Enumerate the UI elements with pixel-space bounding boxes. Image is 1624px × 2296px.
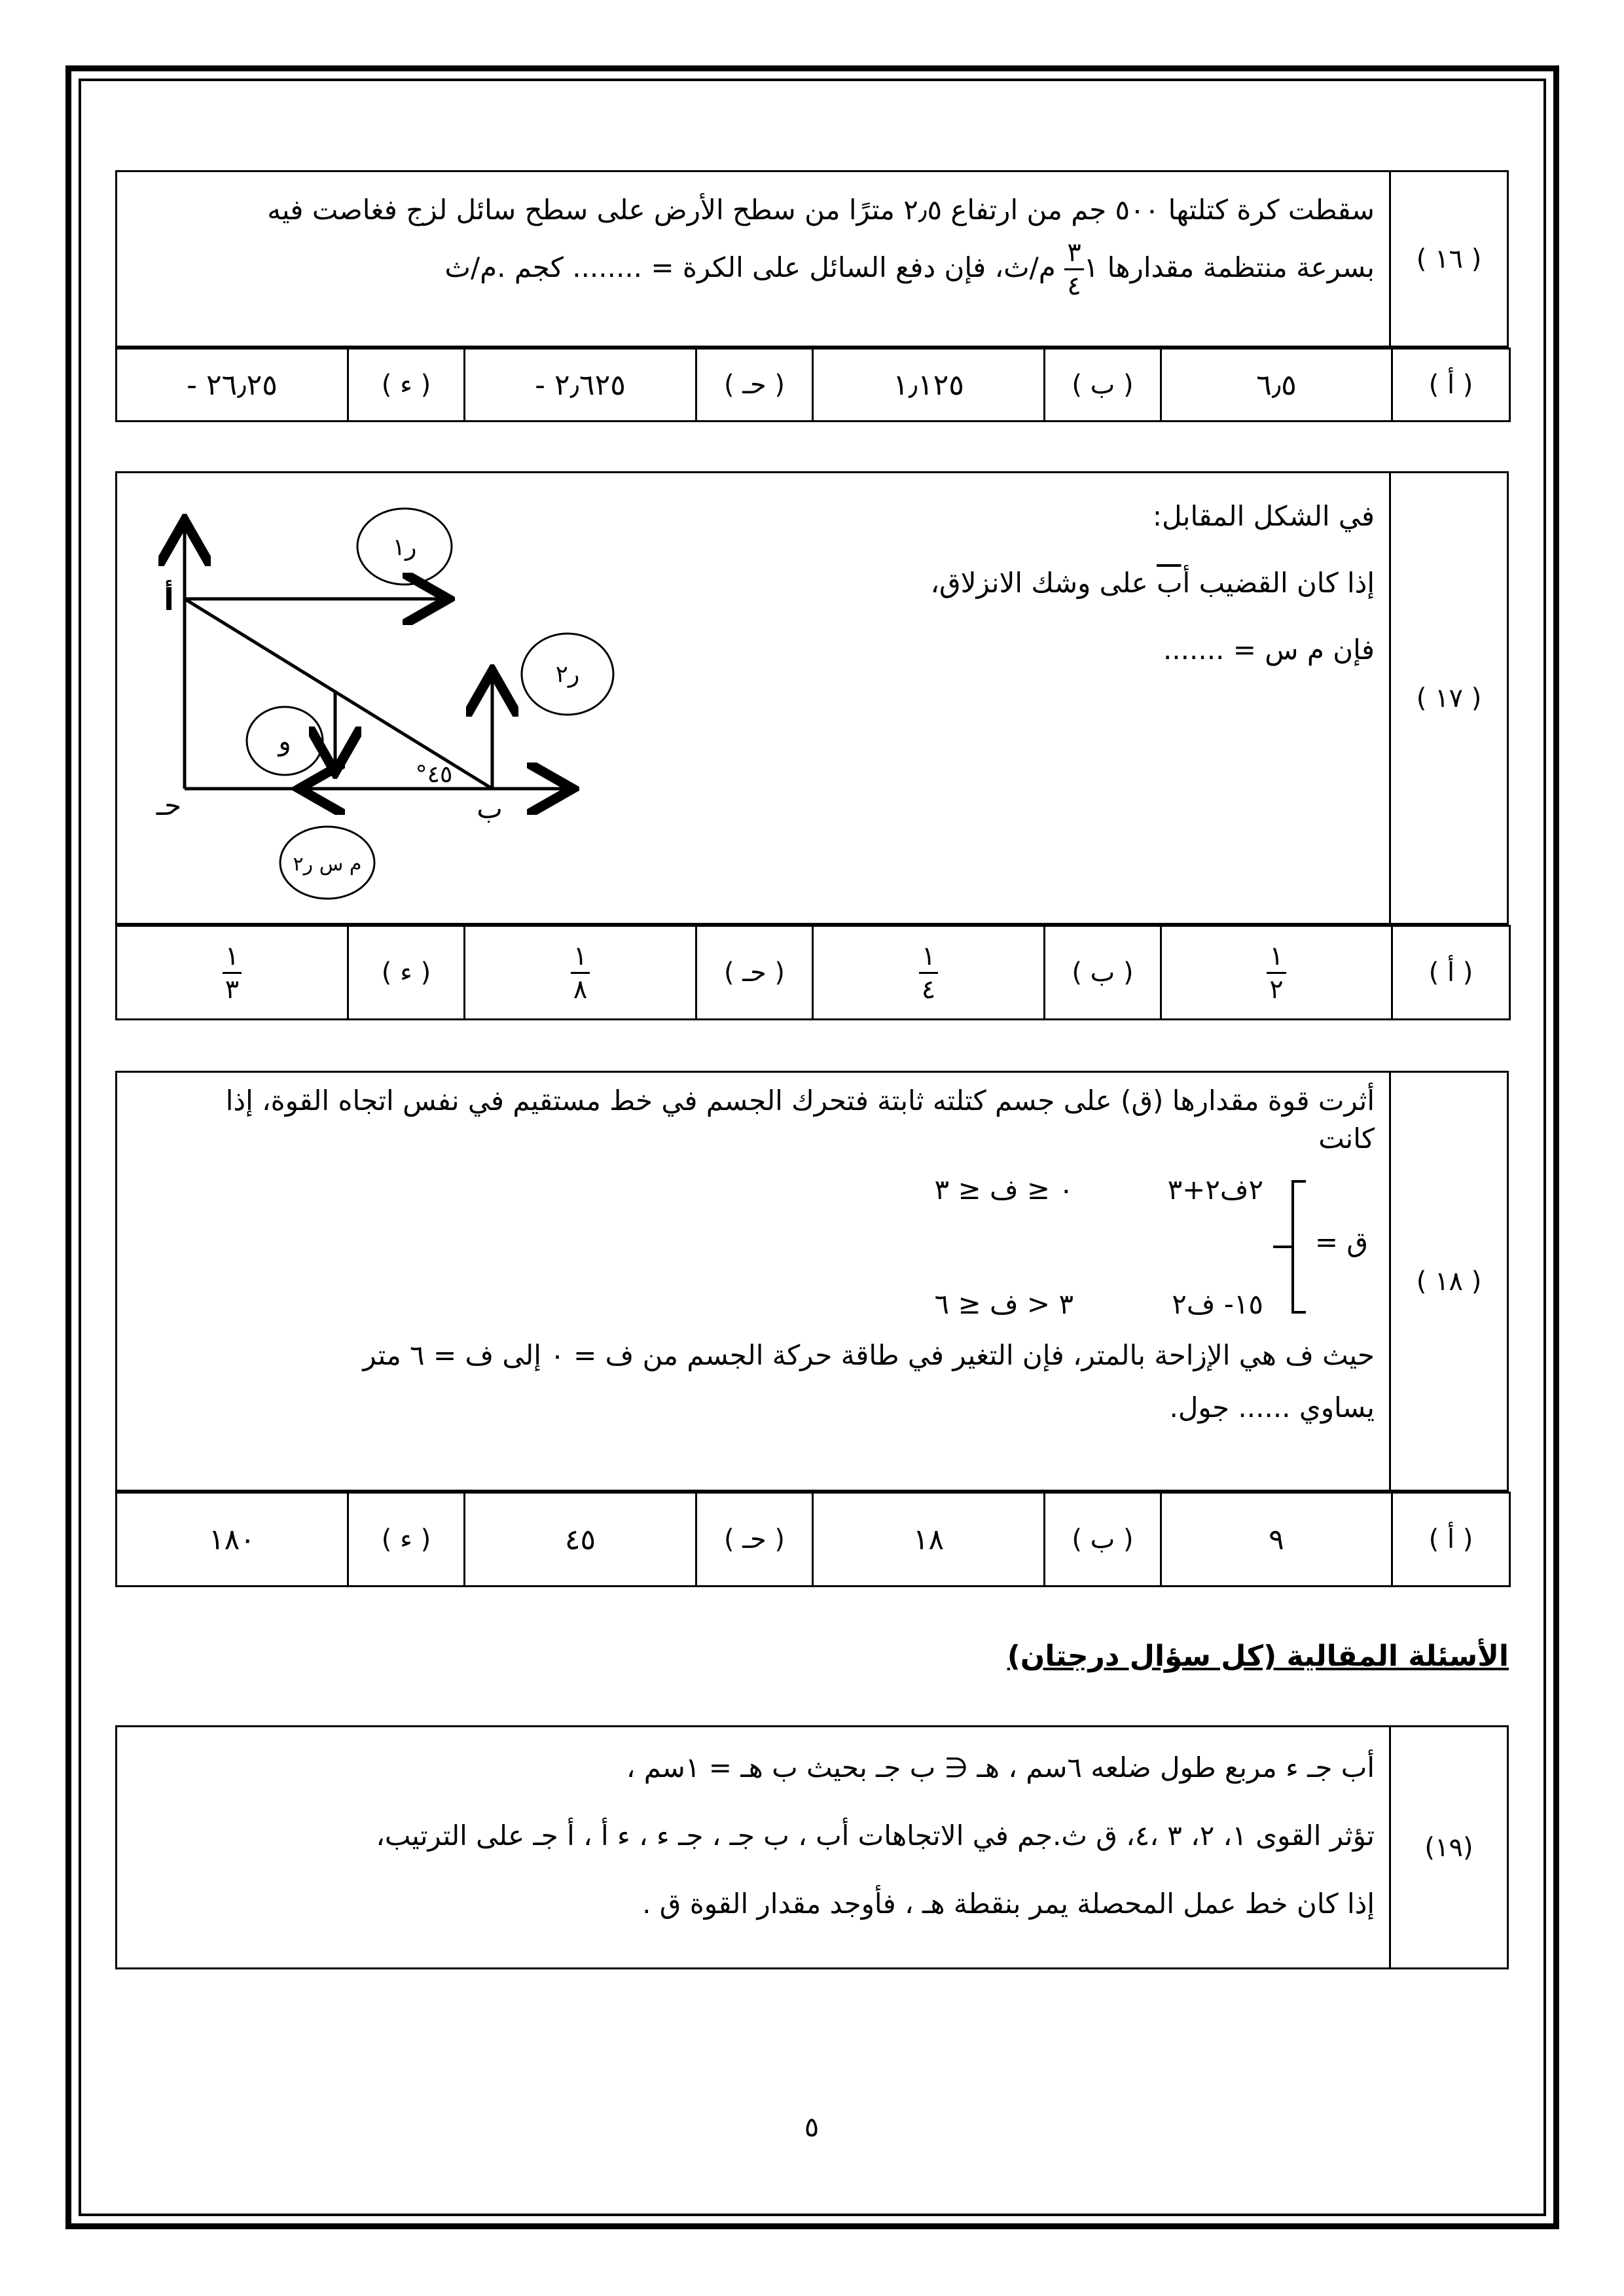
option-a-label: ( أ ): [1392, 926, 1510, 1020]
option-b-label: ( ب ): [1045, 349, 1161, 422]
piece-2-expression: ١٥- ف٢: [1172, 1288, 1263, 1320]
piecewise-brace: [1267, 1162, 1312, 1325]
option-a-value[interactable]: [1161, 926, 1392, 1020]
question-18-line-1: أثرت قوة مقدارها (ق) على جسم كتلته ثابتة فتحرك الجسم في خط مستقيم في نفس اتجاه القوة، إذا: [225, 1085, 1375, 1117]
question-17-options: [115, 925, 1511, 1020]
option-a-numerator: ١: [1267, 943, 1286, 974]
option-d-value[interactable]: [117, 926, 348, 1020]
page-number: ٥: [804, 2111, 820, 2143]
question-18-number: ( ١٨ ): [1390, 1072, 1508, 1491]
option-d-label: ( ء ): [348, 1493, 465, 1587]
option-d-label: ( ء ): [348, 349, 465, 422]
question-16-line-2-start: بسرعة منتظمة مقدارها: [1107, 251, 1375, 283]
rod-ab: [185, 599, 492, 789]
option-b-label: ( ب ): [1045, 926, 1161, 1020]
question-18: [115, 1071, 1509, 1587]
option-a-denominator: ٢: [1269, 974, 1284, 1005]
question-16-line-2-end: م/ث، فإن دفع السائل على الكرة = ........ كجم .م/ث: [444, 251, 1056, 283]
option-a-value[interactable]: ٩: [1161, 1493, 1392, 1587]
question-19-line-1: أب جـ ء مربع طول ضلعه ٦سم ، هـ ∈ ب جـ بحيث ب هـ = ١سم ،: [626, 1751, 1375, 1784]
question-16-stem: [115, 170, 1509, 348]
point-b-label: ب: [477, 793, 503, 825]
friction-label: م س ر٢: [293, 853, 362, 876]
piecewise-function: [132, 1158, 1375, 1328]
weight-label: و: [278, 726, 291, 757]
option-c-value[interactable]: - ٢٫٦٢٥: [465, 349, 696, 422]
option-c-denominator: ٨: [573, 974, 588, 1005]
option-d-denominator: ٣: [225, 974, 240, 1005]
point-a-label: أ: [164, 582, 174, 617]
essay-section-title: الأسئلة المقالية (كل سؤال درجتان): [1007, 1640, 1509, 1673]
question-18-text: [117, 1072, 1390, 1491]
question-16-text: [117, 171, 1390, 347]
question-18-line-3: حيث ف هي الإزاحة بالمتر، فإن التغير في طاقة حركة الجسم من ف = ٠ إلى ف = ٦ متر: [363, 1339, 1375, 1371]
mixed-number: [1056, 238, 1099, 301]
question-18-line-4: يساوي ...... جول.: [1169, 1391, 1375, 1424]
mixed-number-fraction: [1064, 240, 1083, 299]
mixed-number-whole: ١: [1083, 251, 1099, 283]
question-19-text: [117, 1727, 1390, 1969]
piece-2-condition: ٣ < ف ≤ ٦: [934, 1288, 1074, 1320]
question-17-line-3: فإن م س = .......: [1163, 634, 1375, 666]
option-c-label: ( حـ ): [696, 349, 813, 422]
option-b-numerator: ١: [919, 943, 938, 974]
option-d-label: ( ء ): [348, 926, 465, 1020]
piecewise-lhs: ق =: [1314, 1226, 1368, 1258]
option-a-value[interactable]: ٦٫٥: [1161, 349, 1392, 422]
question-16-line-2: [132, 239, 1375, 299]
r1-label: ر١: [392, 534, 417, 561]
option-d-numerator: ١: [223, 943, 242, 974]
question-16: [115, 170, 1509, 422]
ladder-diagram: [131, 484, 641, 910]
angle-label: °٤٥: [415, 761, 453, 788]
option-b-label: ( ب ): [1045, 1493, 1161, 1587]
question-19-line-2: تؤثر القوى ١، ٢، ٣ ،٤، ق ث.جم في الاتجاهات أب ، ب جـ ، جـ ء ، ء أ ، أ جـ على الترتيب،: [376, 1820, 1375, 1852]
r2-label: ر٢: [555, 661, 580, 688]
piece-1-condition: ٠ ≤ ف ≤ ٣: [934, 1174, 1074, 1206]
question-17-number: ( ١٧ ): [1390, 473, 1508, 924]
option-b-value[interactable]: ١٨: [813, 1493, 1045, 1587]
mixed-number-numerator: ٣: [1064, 240, 1083, 270]
option-a-label: ( أ ): [1392, 1493, 1510, 1587]
option-c-label: ( حـ ): [696, 926, 813, 1020]
segment-ab: أب: [1156, 567, 1191, 599]
option-c-numerator: ١: [571, 943, 590, 974]
option-a-label: ( أ ): [1392, 349, 1510, 422]
option-c-value[interactable]: ٤٥: [465, 1493, 696, 1587]
question-17-line-2-start: إذا كان القضيب: [1199, 567, 1375, 599]
option-d-value[interactable]: ١٨٠: [117, 1493, 348, 1587]
option-c-label: ( حـ ): [696, 1493, 813, 1587]
option-b-denominator: ٤: [921, 974, 936, 1005]
question-19: [115, 1725, 1509, 1969]
question-18-stem: [115, 1071, 1509, 1492]
question-17-line-2-end: على وشك الانزلاق،: [930, 567, 1148, 599]
question-16-number: ( ١٦ ): [1390, 171, 1508, 347]
question-16-line-1: سقطت كرة كتلتها ٥٠٠ جم من ارتفاع ٢٫٥ مترًا من سطح الأرض على سطح سائل لزج فغاصت فيه: [267, 194, 1375, 226]
question-18-line-1b: كانت: [1318, 1122, 1375, 1155]
mixed-number-denominator: ٤: [1067, 271, 1081, 301]
question-19-line-3: إذا كان خط عمل المحصلة يمر بنقطة هـ ، فأوجد مقدار القوة ق .: [642, 1888, 1375, 1920]
question-16-options: [115, 348, 1511, 422]
piece-1-expression: ٢ف٢+٣: [1167, 1174, 1263, 1206]
option-b-value[interactable]: [813, 926, 1045, 1020]
question-17-line-1: في الشكل المقابل:: [1152, 500, 1375, 532]
option-d-value[interactable]: - ٢٦٫٢٥: [117, 349, 348, 422]
option-c-value[interactable]: [465, 926, 696, 1020]
question-18-options: [115, 1492, 1511, 1587]
point-h-label: حـ: [156, 789, 182, 821]
question-19-number: (١٩): [1390, 1727, 1508, 1969]
option-b-value[interactable]: ١٫١٢٥: [813, 349, 1045, 422]
